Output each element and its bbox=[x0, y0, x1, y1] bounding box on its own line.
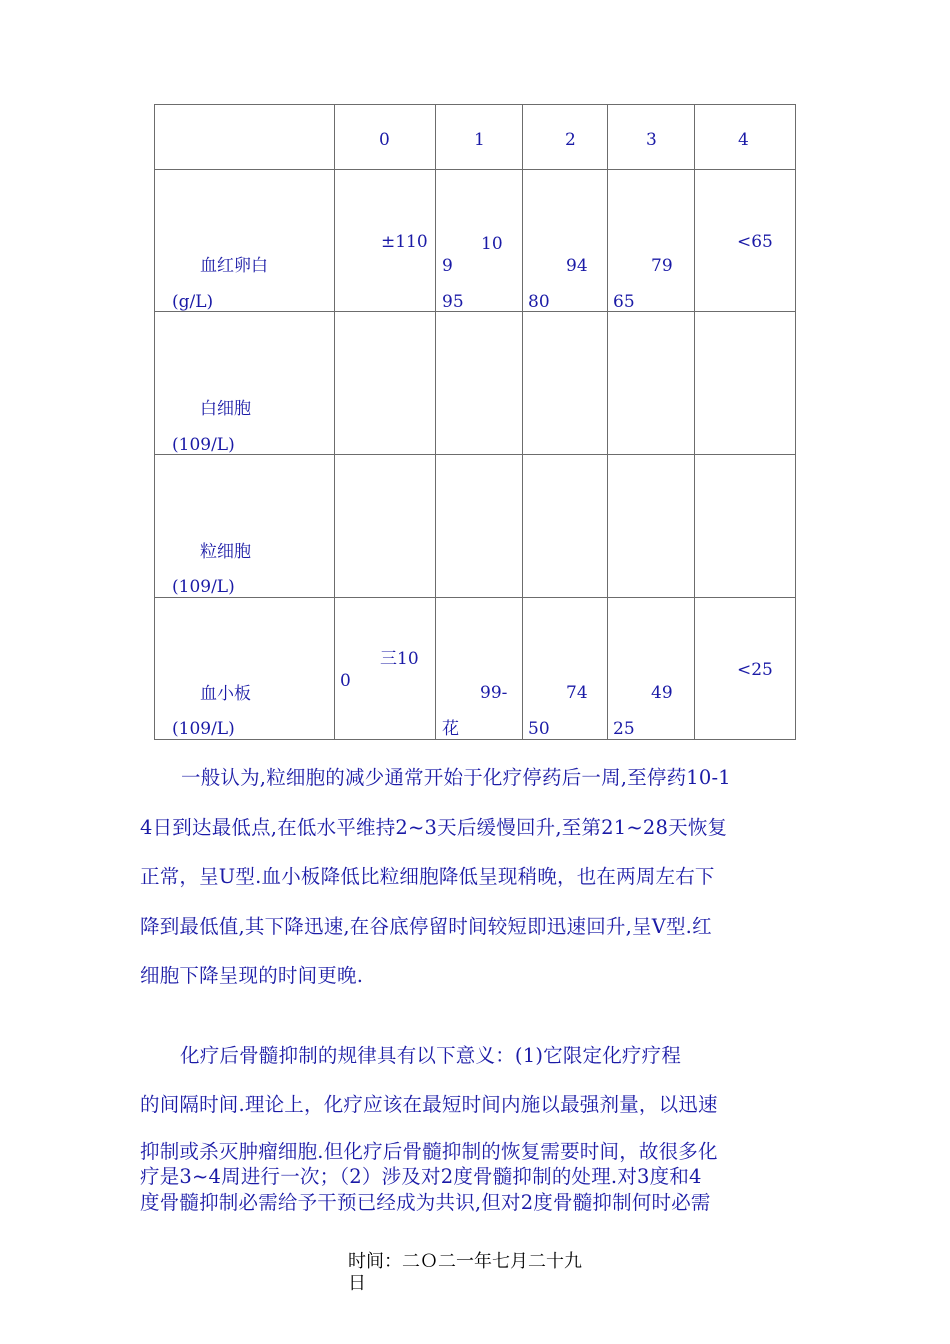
data-table bbox=[154, 104, 796, 740]
table-border bbox=[795, 104, 796, 740]
text-line: 度骨髓抑制必需给予干预已经成为共识,但对2度骨髓抑制何时必需 bbox=[140, 1191, 711, 1214]
text-line: 一般认为,粒细胞的减少通常开始于化疗停药后一周,至停药10-1 bbox=[181, 766, 731, 789]
table-border bbox=[694, 104, 695, 740]
text-line: 抑制或杀灭肿瘤细胞.但化疗后骨髓抑制的恢复需要时间，故很多化 bbox=[140, 1140, 718, 1163]
table-border bbox=[154, 739, 796, 740]
table-header-cell: 0 bbox=[379, 130, 390, 150]
table-cell: <25 bbox=[737, 660, 773, 680]
table-border bbox=[154, 597, 796, 598]
footer-date: 时间：二Ｏ二一年七月二十九 bbox=[348, 1251, 582, 1272]
text-line: 的间隔时间.理论上，化疗应该在最短时间内施以最强剂量，以迅速 bbox=[140, 1093, 718, 1116]
table-border bbox=[435, 104, 436, 740]
table-cell: 50 bbox=[528, 719, 550, 739]
row-unit: (109/L) bbox=[172, 577, 235, 597]
table-cell: 99- bbox=[480, 683, 508, 703]
footer-date-continued: 日 bbox=[348, 1273, 366, 1294]
table-cell: 94 bbox=[566, 256, 588, 276]
table-header-cell: 1 bbox=[474, 130, 485, 150]
table-header-cell: 4 bbox=[738, 130, 749, 150]
table-cell: 74 bbox=[566, 683, 588, 703]
row-label: 粒细胞 bbox=[200, 542, 251, 562]
table-header-cell: 3 bbox=[646, 130, 657, 150]
row-unit: (109/L) bbox=[172, 719, 235, 739]
table-cell: 95 bbox=[442, 292, 464, 312]
table-cell: ±110 bbox=[381, 232, 428, 252]
table-cell: 65 bbox=[613, 292, 635, 312]
text-line: 降到最低值,其下降迅速,在谷底停留时间较短即迅速回升,呈V型.红 bbox=[140, 915, 712, 938]
row-unit: (109/L) bbox=[172, 435, 235, 455]
row-label: 血红卵白 bbox=[200, 256, 268, 276]
table-cell: <65 bbox=[737, 232, 773, 252]
table-border bbox=[154, 104, 155, 740]
text-line: 化疗后骨髓抑制的规律具有以下意义：(1)它限定化疗疗程 bbox=[180, 1044, 682, 1067]
row-unit: (g/L) bbox=[172, 292, 214, 312]
table-cell: 三10 bbox=[380, 649, 419, 669]
table-border bbox=[154, 311, 796, 312]
table-cell: 80 bbox=[528, 292, 550, 312]
text-line: 细胞下降呈现的时间更晚. bbox=[140, 964, 364, 987]
table-border bbox=[334, 104, 335, 740]
table-header-cell: 2 bbox=[565, 130, 576, 150]
table-border bbox=[607, 104, 608, 740]
text-line: 疗是3~4周进行一次；（2）涉及对2度骨髓抑制的处理.对3度和4 bbox=[140, 1165, 702, 1188]
table-cell: 10 bbox=[481, 234, 503, 254]
table-cell: 25 bbox=[613, 719, 635, 739]
table-cell: 0 bbox=[340, 671, 351, 691]
row-label: 血小板 bbox=[200, 684, 251, 704]
table-border bbox=[154, 454, 796, 455]
text-line: 4日到达最低点,在低水平维持2~3天后缓慢回升,至第21~28天恢复 bbox=[140, 816, 728, 839]
table-cell: 9 bbox=[442, 256, 453, 276]
text-line: 正常，呈U型.血小板降低比粒细胞降低呈现稍晚，也在两周左右下 bbox=[140, 865, 715, 888]
table-border bbox=[154, 169, 796, 170]
table-cell: 79 bbox=[651, 256, 673, 276]
row-label: 白细胞 bbox=[200, 399, 251, 419]
table-cell: 花 bbox=[442, 719, 459, 739]
table-cell: 49 bbox=[651, 683, 673, 703]
table-border bbox=[522, 104, 523, 740]
table-border bbox=[154, 104, 796, 105]
